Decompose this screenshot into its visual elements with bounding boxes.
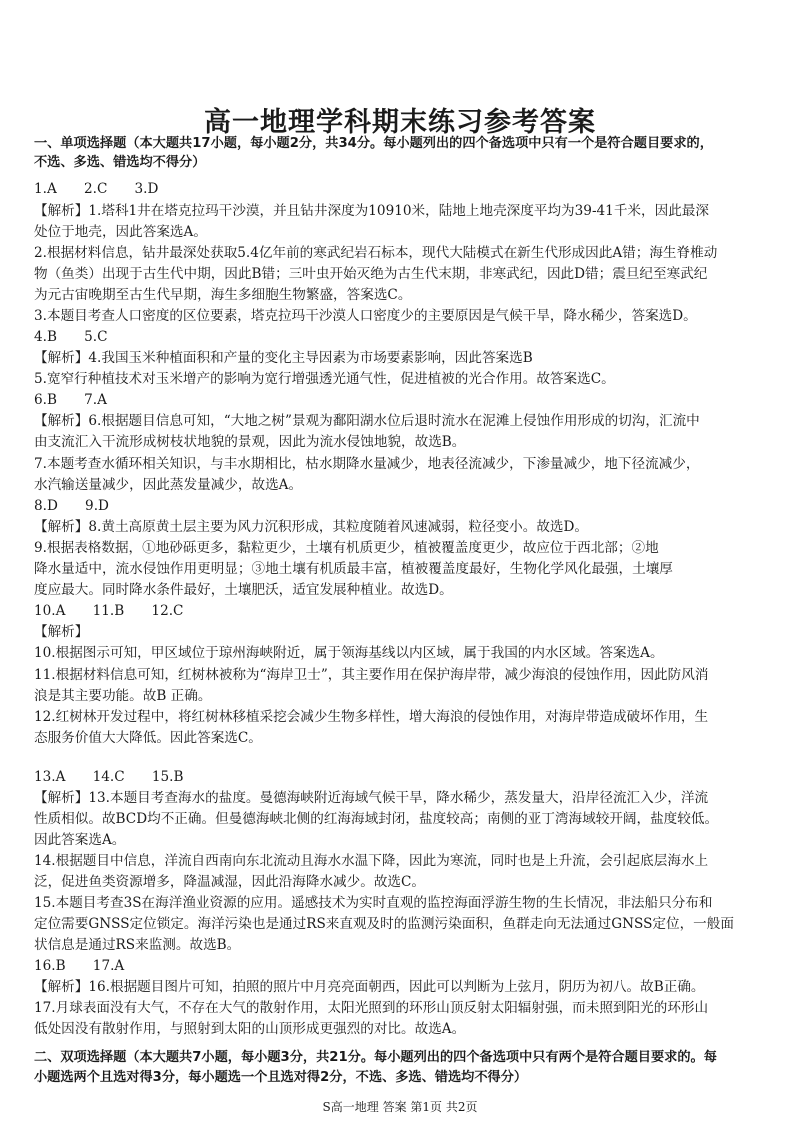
analysis-line: 【解析】 [34,624,89,640]
answers-13-15: 13.A 14.C 15.B [34,769,184,785]
analysis-line: 处位于地壳，因此答案选A。 [34,224,207,240]
analysis-line: 态服务价值大大降低。因此答案选C。 [34,730,262,746]
analysis-line: 10.根据图示可知，甲区域位于琼州海峡附近，属于领海基线以内区域，属于我国的内水区域。答案选A。 [34,645,664,661]
analysis-line: 2.根据材料信息，钻井最深处获取5.4亿年前的寒武纪岩石标本，现代大陆模式在新生代形成因此A错；海生脊椎动 [34,245,718,261]
analysis-line: 度应最大。同时降水条件最好，土壤肥沃，适宜发展种植业。故选D。 [34,582,453,598]
analysis-line: 降水量适中，流水侵蚀作用更明显；③地土壤有机质最丰富，植被覆盖度最好，生物化学风化最强，土壤厚 [34,561,673,577]
analysis-line: 【解析】8.黄土高原黄土层主要为风力沉积形成，其粒度随着风速减弱，粒径变小。故选D。 [34,519,589,535]
answers-8-9: 8.D 9.D [34,498,109,514]
analysis-line: 7.本题考查水循环相关知识，与丰水期相比，枯水期降水量减少，地表径流减少，下渗量减少，地下径流减少， [34,456,700,472]
answers-1-3: 1.A 2.C 3.D [34,181,159,197]
analysis-line: 状信息是通过RS来监测。故选B。 [34,937,241,953]
analysis-line: 【解析】16.根据题目图片可知，拍照的照片中月亮亮面朝西，因此可以判断为上弦月，阴历为初八。故B正确。 [34,979,705,995]
analysis-line: 17.月球表面没有大气，不存在大气的散射作用，太阳光照到的环形山顶反射太阳辐射强，而未照到阳光的环形山 [34,1000,709,1016]
analysis-line: 为元古宙晚期至古生代早期，海生多细胞生物繁盛，答案选C。 [34,287,412,303]
section2-header-line2: 小题选两个且选对得3分，每小题选一个且选对得2分，不选、多选、错选均不得分） [34,1070,528,1085]
analysis-line: 【解析】4.我国玉米种植面积和产量的变化主导因素为市场要素影响，因此答案选B [34,350,533,366]
analysis-line: 由支流汇入干流形成树枝状地貌的景观，因此为流水侵蚀地貌，故选B。 [34,434,466,450]
analysis-line: 14.根据题目中信息，洋流自西南向东北流动且海水水温下降，因此为寒流，同时也是上升流，会引起底层海水上 [34,853,709,869]
analysis-line: 11.根据材料信息可知，红树林被称为“海岸卫士”，其主要作用在保护海岸带，减少海浪的侵蚀作用，因此防风消 [34,667,709,683]
section1-header-line1: 一、单项选择题（本大题共17小题，每小题2分，共34分。每小题列出的四个备选项中只有一个是符合题目要求的， [34,136,713,151]
analysis-line: 因此答案选A。 [34,832,126,848]
answers-16-17: 16.B 17.A [34,958,125,974]
section2-header-line1: 二、双项选择题（本大题共7小题，每小题3分，共21分。每小题列出的四个备选项中只有两个是符合题目要求的。每 [34,1050,717,1065]
analysis-line: 水汽输送量减少，因此蒸发量减少，故选A。 [34,477,303,493]
section1-header-line2: 不选、多选、错选均不得分） [34,155,206,170]
analysis-line: 泛，促进鱼类资源增多，降温减湿，因此沿海降水减少。故选C。 [34,874,426,890]
analysis-line: 性质相似。故BCD均不正确。但曼德海峡北侧的红海海域封闭，盐度较高；南侧的亚丁湾海域较开阔，盐度较低。 [34,811,719,827]
analysis-line: 浪是其主要功能。故B 正确。 [34,688,212,704]
analysis-line: 低处因没有散射作用，与照射到太阳的山顶形成更强烈的对比。故选A。 [34,1021,466,1037]
analysis-line: 9.根据表格数据，①地砂砾更多，黏粒更少，土壤有机质更少，植被覆盖度更少，故应位于西北部；②地 [34,540,659,556]
analysis-line: 12.红树林开发过程中，将红树林移植采挖会减少生物多样性，增大海浪的侵蚀作用，对海岸带造成破坏作用，生 [34,709,709,725]
analysis-line: 物（鱼类）出现于古生代中期，因此B错；三叶虫开始灭绝为古生代末期，非寒武纪，因此D错；震旦纪至寒武纪 [34,266,708,282]
analysis-line: 3.本题目考查人口密度的区位要素，塔克拉玛干沙漠人口密度少的主要原因是气候干旱，降水稀少，答案选D。 [34,308,697,324]
analysis-line: 定位需要GNSS定位锁定。海洋污染也是通过RS来直观及时的监测污染面积，鱼群走向无法通过GNSS定位，一般面 [34,916,734,932]
answers-10-12: 10.A 11.B 12.C [34,603,184,619]
answers-6-7: 6.B 7.A [34,392,107,408]
analysis-line: 【解析】6.根据题目信息可知，“大地之树”景观为鄱阳湖水位后退时流水在泥滩上侵蚀作用形成的切沟，汇流中 [34,413,700,429]
page-footer: S高一地理 答案 第1页 共2页 [322,1100,478,1114]
analysis-line: 【解析】13.本题目考查海水的盐度。曼德海峡附近海域气候干旱，降水稀少，蒸发量大，沿岸径流汇入少，洋流 [34,790,709,806]
analysis-line: 5.宽窄行种植技术对玉米增产的影响为宽行增强透光通气性，促进植被的光合作用。故答案选C。 [34,371,615,387]
answers-4-5: 4.B 5.C [34,329,108,345]
analysis-line: 【解析】1.塔科1井在塔克拉玛干沙漠，并且钻井深度为10910米，陆地上地壳深度平均为39-41千米，因此最深 [34,203,709,219]
analysis-line: 15.本题目考查3S在海洋渔业资源的应用。遥感技术为实时直观的监控海面浮游生物的生长情况，非法船只分布和 [34,895,713,911]
page-title: 高一地理学科期末练习参考答案 [204,107,596,138]
